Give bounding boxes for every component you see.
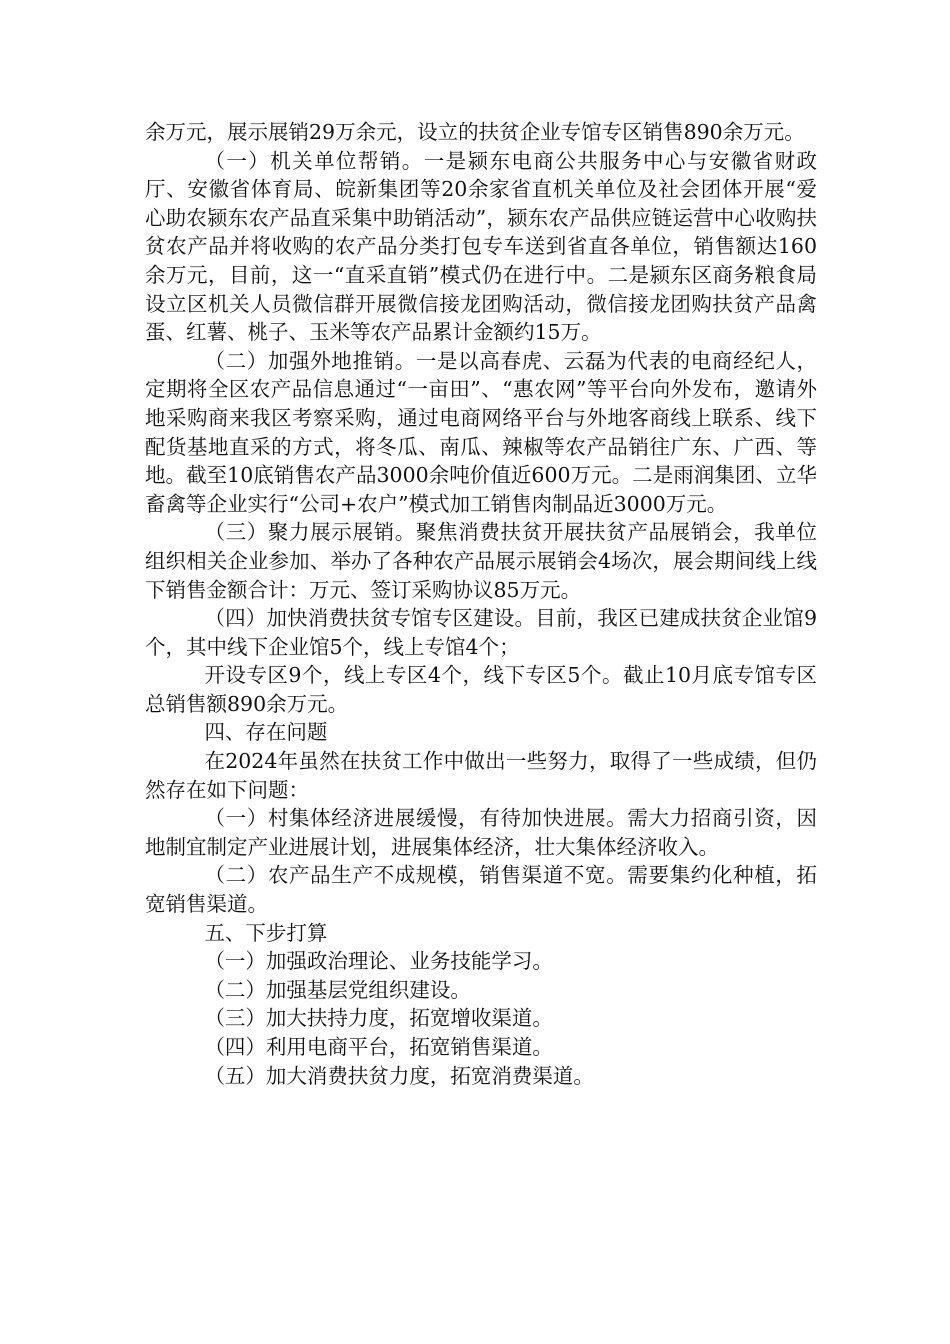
- section-heading-next-steps: 五、下步打算: [204, 920, 328, 945]
- list-item-plan-1: （一）加强政治理论、业务技能学习。: [204, 949, 553, 974]
- paragraph-external-sales: （二）加强外地推销。一是以高春虎、云磊为代表的电商经纪人，定期将全区农产品信息通过“一亩田”、“惠农网”等平台向外发布，邀请外地采购商来我区考察采购，通过电商网络平台与外地客商线上联系、线下配货基地直采的方式，将冬瓜、南瓜、辣椒等农产品销往广东、广西、等地。截至10底销售农产品3000余吨价值近600万元。二是雨润集团、立华畜禽等企业实行“公司+农户”模式加工销售肉制品近3000万元。: [145, 348, 817, 516]
- paragraph-exhibition-sales: （三）聚力展示展销。聚焦消费扶贫开展扶贫产品展销会，我单位组织相关企业参加、举办了各种农产品展示展销会4场次，展会期间线上线下销售金额合计：万元、签订采购协议85万元。: [145, 520, 817, 602]
- list-item-plan-2: （二）加强基层党组织建设。: [204, 977, 471, 1002]
- paragraph-problems-intro: 在2024年虽然在扶贫工作中做出一些努力，取得了一些成绩，但仍然存在如下问题：: [145, 749, 817, 802]
- list-item-plan-4: （四）利用电商平台，拓宽销售渠道。: [204, 1035, 553, 1059]
- paragraph-problem-2: （二）农产品生产不成规模，销售渠道不宽。需要集约化种植，拓宽销售渠道。: [145, 863, 817, 917]
- list-item-plan-3: （三）加大扶持力度，拓宽增收渠道。: [204, 1006, 553, 1031]
- paragraph-agency-sales: （一）机关单位帮销。一是颍东电商公共服务中心与安徽省财政厅、安徽省体育局、皖新集团等20余家省直机关单位及社会团体开展“爱心助农颍东农产品直采集中助销活动”，颍东农产品供应链运营中心收购扶贫农产品并将收购的农产品分类打包专车送到省直各单位，销售额达160余万元，目前，这一“直采直销”模式仍在进行中。二是颍东区商务粮食局设立区机关人员微信群开展微信接龙团购活动，微信接龙团购扶贫产品禽蛋、红薯、桃子、玉米等农产品累计金额约15万。: [145, 148, 817, 345]
- document-body: [145, 118, 817, 1090]
- paragraph-continuation: 余万元，展示展销29万余元，设立的扶贫企业专馆专区销售890余万元。: [145, 120, 805, 144]
- section-heading-problems: 四、存在问题: [204, 720, 328, 745]
- list-item-plan-5: （五）加大消费扶贫力度，拓宽消费渠道。: [204, 1063, 594, 1088]
- paragraph-special-zones: （四）加快消费扶贫专馆专区建设。目前，我区已建成扶贫企业馆9个，其中线下企业馆5个，线上专馆4个；: [145, 606, 817, 659]
- paragraph-problem-1: （一）村集体经济进展缓慢，有待加快进展。需大力招商引资，因地制宜制定产业进展计划，进展集体经济，壮大集体经济收入。: [145, 806, 817, 859]
- paragraph-special-zone-details: 开设专区9个，线上专区4个，线下专区5个。截止10月底专馆专区总销售额890余万元。: [145, 663, 817, 716]
